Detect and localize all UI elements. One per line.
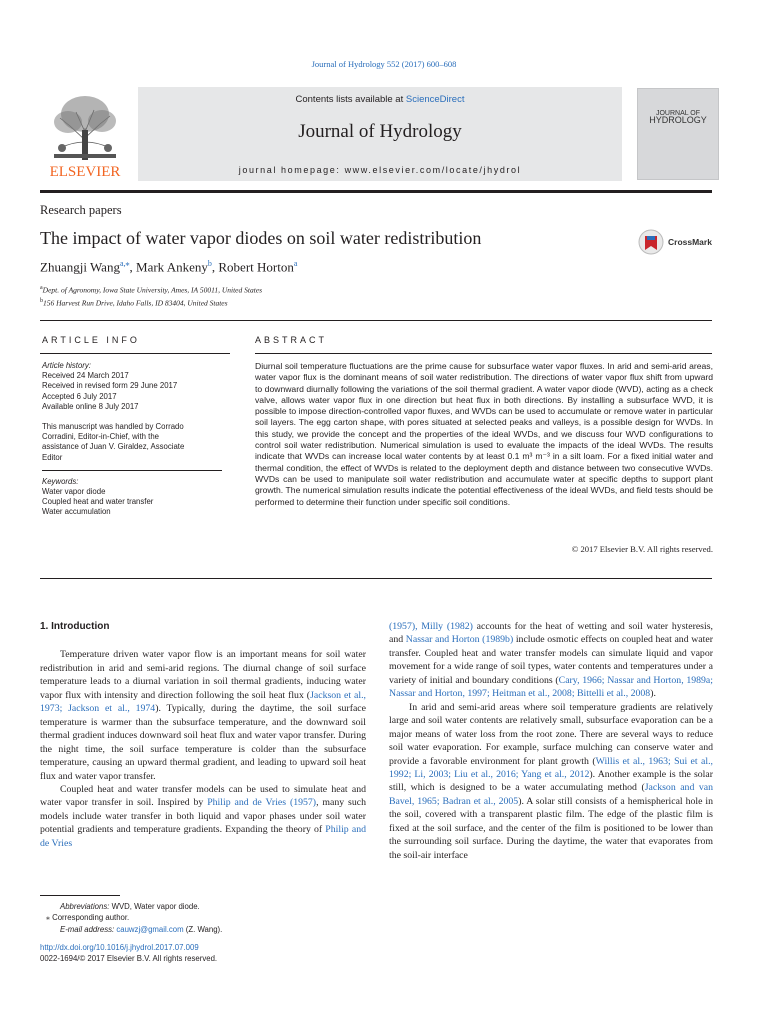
crossmark-label: CrossMark [668,237,712,247]
cover-title-line2: HYDROLOGY [649,115,707,125]
affiliation [40,296,262,309]
text-run: ). Another example is the solar still, which is designed to be a water accumulating method ( [389,768,713,794]
footnote-text: WVD, Water vapor diode. [109,902,200,911]
keyword[interactable]: Water accumulation [42,507,111,517]
footnote-label: E-mail address: [60,924,115,934]
author-name[interactable]: Mark Ankeny [136,259,208,275]
handled-by-line: Corradini, Editor-in-Chief, with the [42,432,159,442]
text-run: Temperature driven water vapor flow is an important means for soil water redistribution in arid and semi-arid regions. The diurnal change of soil surface temperature leads to a diurnal variation in soil thermal gradients, inducing water vapor flux with intensity and direction following the soil heat flux ( [40,649,366,701]
sciencedirect-link[interactable]: ScienceDirect [405,94,465,105]
article-info-heading: ARTICLE INFO [42,335,140,345]
body-paragraph [389,701,713,862]
text-run: In arid and semi-arid areas where soil temperature gradients are relatively large and soil water contents are relatively small, subsurface evaporation can be a major means of water loss from the root zone. There are several ways to reduce soil water evaporation. For example, surface mulching can conserve water and provide a favorable environment for plant growth ( [389,701,713,767]
text-run: ). A solar still consists of a hemispherical hole in the soil, covered with a transparent plastic film. The edge of the plastic film is fixed at the soil surface, and the center of the film is positioned to be lower than the surrounding soil surface. During the daytime, the water that evaporates from the soil-air interface [389,795,713,861]
reference-link[interactable]: Philip and de Vries (1957) [207,797,317,809]
author-affiliation-mark[interactable]: a,⁎ [119,259,130,268]
journal-citation[interactable]: Journal of Hydrology 552 (2017) 600–608 [311,59,457,69]
footnote-email [40,924,222,935]
body-paragraph [389,620,713,701]
history-item: Accepted 6 July 2017 [42,391,117,401]
divider [255,353,712,354]
reference-link[interactable]: Nassar and Horton (1989b) [405,634,514,646]
abstract-text: Diurnal soil temperature fluctuations are the prime cause for subsurface water vapor fluxes. In arid and semi-arid areas, water vapor flux is the dominant means of soil water redistribution. The directions of water vapor flux shift from upward to downward diurnally following the variations of the soil thermal gradient. A water vapor diode (WVD), acting as a check valve, allows water vapor flux in one direction but heat flux in both directions. By installing a subsurface WVD, it is possible to impose direction-controlled vapor fluxes, and WVDs can be used to accumulate or remove water in particular soil layers. The egg carton shape, with pores situated at selected peaks and valleys, is a possible design for WVDs. In this study, we provide the concept and the properties of the ideal WVDs, and we discuss four WVD configurations to control soil water redistribution. Numerical simulation is used to evaluate the impacts of the ideal WVDs. The results indicate that WVDs can increase local water contents by at least 0.1 m³ m⁻³ in a silt loam. For a fixed initial water and thermal condition, the effect of WVDs is related to the deployment depth and distance between two consecutive WVDs. WVDs can be used to manipulate soil water redistribution and accumulate water at specific depths to support plant growth. The numerical simulation results indicate the potential effectiveness of the ideal WVDs, and field tests should be performed to determine their function under specific soil conditions. [255,361,713,507]
author-name[interactable]: Zhuangji Wang [40,259,120,275]
journal-homepage[interactable]: journal homepage: www.elsevier.com/locate/jhydrol [238,165,522,175]
history-label: Article history: [42,361,91,370]
journal-title: Journal of Hydrology [298,121,462,142]
abstract-heading: ABSTRACT [255,335,328,345]
body-column-left [40,620,366,850]
reference-link[interactable]: Jackson et al., 1973; Jackson et al., 1974 [40,689,366,715]
footnote-label: Abbreviations: [60,902,110,911]
author-affiliation-mark[interactable]: a [293,259,298,268]
doi-link[interactable]: http://dx.doi.org/10.1016/j.jhydrol.2017.07.009 [40,943,199,952]
journal-header [138,87,622,181]
reference-link[interactable]: (1957), Milly (1982) [389,621,473,632]
issn-line: 0022-1694/© 2017 Elsevier B.V. All rights reserved. [40,954,218,964]
affiliation-text: 156 Harvest Run Drive, Idaho Falls, ID 83404, United States [43,298,228,307]
section-heading: 1. Introduction [40,621,110,632]
footnotes [40,901,222,935]
keywords-label: Keywords: [42,476,79,486]
footnote-text: Corresponding author. [49,913,130,923]
contents-prefix: Contents lists available at [295,94,406,105]
author-affiliation-mark[interactable]: b [207,259,212,268]
affiliations [40,283,262,308]
author-separator: , [211,259,219,275]
history-item: Received 24 March 2017 [42,371,129,381]
text-run: Coupled heat and water transfer models can be used to simulate heat and water vapor transfer in soil. Inspired by [40,783,366,809]
abstract-copyright: © 2017 Elsevier B.V. All rights reserved. [571,544,713,554]
author-separator: , [129,259,137,275]
handled-by-line: This manuscript was handled by Corrado [42,422,184,432]
body-column-right [389,620,713,862]
body-paragraph [40,648,366,783]
author-name[interactable]: Robert Horton [218,259,294,275]
affiliation-text: Dept. of Agronomy, Iowa State University, Ames, IA 50011, United States [42,285,263,295]
crossmark-badge[interactable] [638,228,728,256]
text-run: include osmotic effects on coupled heat and water transfer. Coupled heat and water transfer models can simulate liquid and vapor movement for a wide range of soil types, water contents and temperatures under a variety of initial and boundary conditions ( [389,634,713,686]
history-item: Available online 8 July 2017 [42,401,139,411]
text-run: ). [650,688,656,700]
article-info [42,361,222,518]
contents-line [138,94,622,105]
affiliation [40,283,262,296]
section-label: Research papers [40,203,122,217]
reference-link[interactable]: Philip and de Vries [40,824,366,849]
text-run: ). Typically, during the daytime, the soil surface temperature is warmer than the subsurface temperature, and the downward soil thermal gradient induces downward soil heat flux and water vapor transfer. During the night time, the soil surface temperature is colder than the subsurface temperature, causing an upward thermal gradient, and leading to upward soil heat flux and water vapor transfer. [40,703,367,782]
reference-link[interactable]: Jackson and van Bavel, 1965; Badran et al., 2005 [389,782,713,807]
journal-cover-thumbnail[interactable] [637,88,719,180]
divider [40,320,712,321]
reference-link[interactable]: Willis et al., 1963; Sui et al., 1992; Li, 2003; Liu et al., 2016; Yang et al., 2012 [389,755,713,780]
body-paragraph [40,783,366,850]
affiliation-mark: a [40,285,43,291]
elsevier-wordmark: ELSEVIER [49,164,121,180]
header-divider [40,190,712,193]
footnote-corresponding [40,912,222,923]
handled-by-line: Editor [42,452,63,462]
footnote-mark: ⁎ [46,913,50,923]
text-run: accounts for the heat of wetting and soil water hysteresis, and [389,621,713,646]
keyword[interactable]: Coupled heat and water transfer [42,497,154,507]
handled-by-line: assistance of Juan V. Giraldez, Associate [42,442,185,452]
article-title: The impact of water vapor diodes on soil water redistribution [40,228,482,248]
author-list [40,259,297,275]
affiliation-mark: b [40,297,43,304]
email-link[interactable]: cauwzj@gmail.com [116,924,184,934]
doi-block [40,942,217,965]
elsevier-logo[interactable] [40,88,130,180]
text-run: , many such models include water transfer in both liquid and vapor phases under soil water potential gradients and temperature gradients. Expanding the theory of [40,797,366,836]
divider [40,353,230,354]
divider [42,470,222,477]
footnote-divider [40,895,120,896]
history-item: Received in revised form 29 June 2017 [42,381,178,391]
crossmark-icon [638,228,664,256]
footnote-abbreviations [40,901,222,912]
cover-title-line1: JOURNAL OF [655,110,701,117]
reference-link[interactable]: Cary, 1966; Nassar and Horton, 1989a; Nassar and Horton, 1997; Heitman et al., 2008; Bittelli et al., 2008 [389,674,714,700]
cover-title [638,110,718,124]
keyword[interactable]: Water vapor diode [42,487,106,497]
footnote-text: (Z. Wang). [183,924,223,934]
divider [40,578,712,579]
